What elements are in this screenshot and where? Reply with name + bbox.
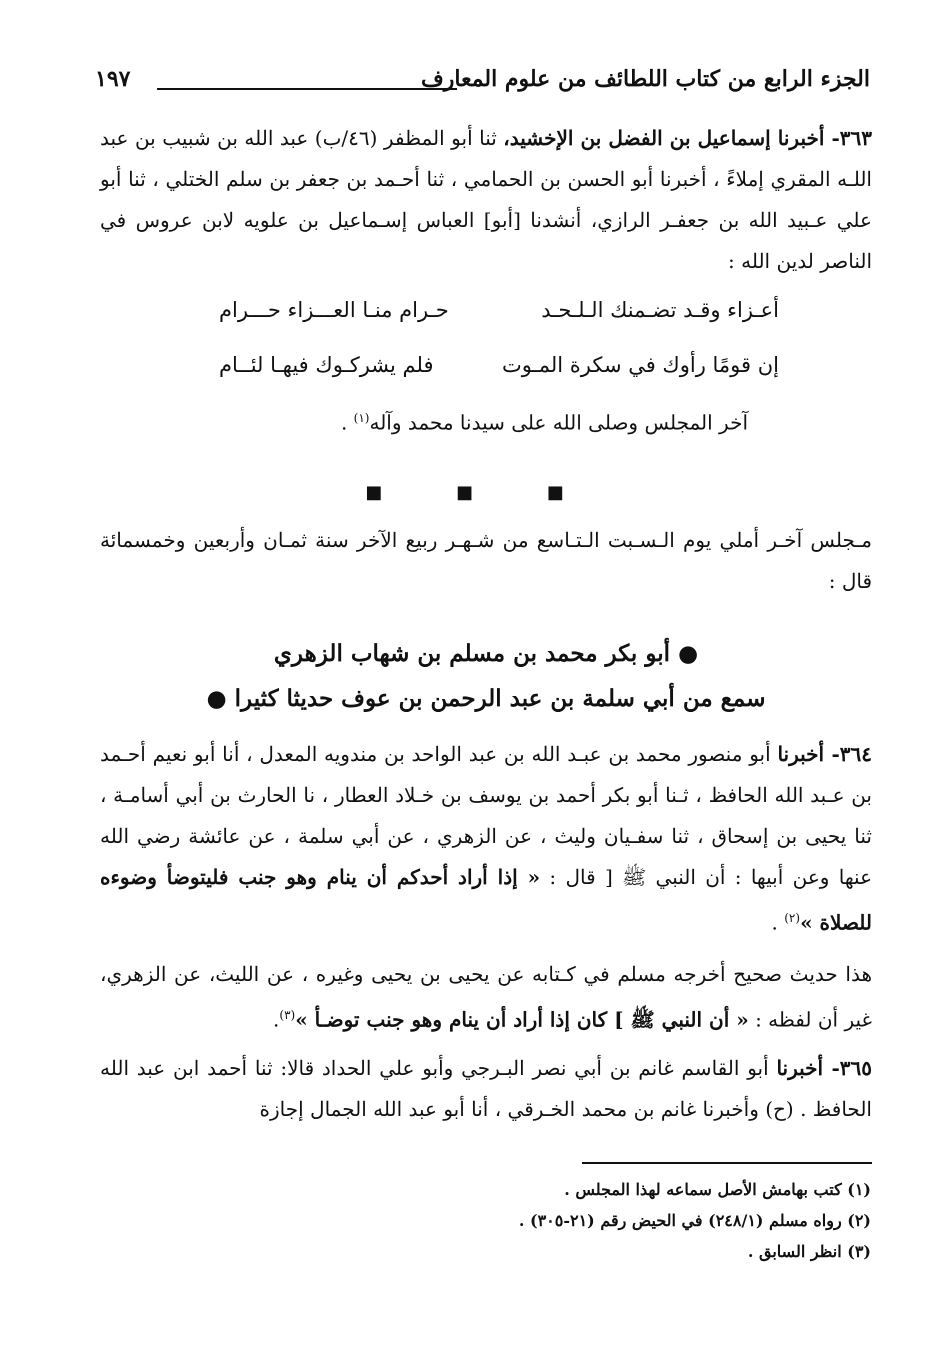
section-separator: ■ ■ ■ <box>365 482 598 503</box>
footnote-ref-3: (٣) <box>279 1008 296 1022</box>
footnote-2: (٢) رواه مسلم (٢٤٨/١) في الحيض رقم (٢١-٣٠٥) . <box>518 1211 871 1230</box>
closing-end: . <box>340 410 354 435</box>
running-title: الجزء الرابع من كتاب اللطائف من علوم المعارف <box>420 66 870 92</box>
sahih-quote: « أن النبي ﷺ ] كان إذا أراد أن ينام وهو جنب توضـأ » <box>295 1007 749 1032</box>
footnote-ref-1: (١) <box>353 411 370 425</box>
paragraph-364-lead: ٣٦٤- أخبرنا <box>777 742 872 766</box>
footnote-ref-2: (٢) <box>784 911 801 925</box>
paragraph-364-end: . <box>771 910 785 935</box>
closing-line <box>100 398 810 444</box>
footnote-rule <box>582 1162 872 1164</box>
footnote-1: (١) كتب بهامش الأصل سماعه لهذا المجلس . <box>564 1180 871 1199</box>
sahih-note <box>100 954 872 1041</box>
page-number: ١٩٧ <box>95 66 131 92</box>
paragraph-365 <box>100 1048 872 1130</box>
page-header <box>95 62 870 102</box>
paragraph-365-text: أبو القاسم غانم بن أبي نصر البـرجي وأبو علي الحداد قالا: ثنا أحمد ابن عبد الله الحافظ . (ح) وأخبرنا غانم بن محمد الخـرقي ، أنا أبو عبد الله الجمال إجازة <box>100 1056 872 1121</box>
section-heading-2: سمع من أبي سلمة بن عبد الرحمن بن عوف حديثا كثيرا ● <box>206 685 766 712</box>
paragraph-364-text: أبو منصور محمد بن عبـد الله بن عبد الواحد بن مندويه المعدل ، أنا أبو نعيم أحـمد بن عـبد الله الحافظ ، ثـنا أبو بكر أحمد بن يوسف بن خـلاد العطار ، نا الحارث بن أبي أسامـة ، ثنا يحيى بن إسحاق ، ثنا سفـيان وليث ، عن الزهري ، عن أبي سلمة ، عن عائشة رضي الله عنها وعن أبيها : أن النبي ﷺ [ قال : <box>100 742 873 889</box>
verse-line-2 <box>219 353 779 377</box>
majlis-intro: مـجلس آخـر أملي يوم الـسـبت الـتـاسع من شـهـر ربيع الآخر سنة ثمـان وأربعين وخمسمائة قال : <box>100 528 872 593</box>
section-heading-1: ● أبو بكر محمد بن مسلم بن شهاب الزهري <box>273 640 699 667</box>
closing-text: آخر المجلس وصلى الله على سيدنا محمد وآله <box>369 410 748 435</box>
verse-1-second-hemistich: حـرام منـا العـــزاء حـــرام <box>219 298 449 322</box>
hadith-quote: « إذا أراد أحدكم أن ينام وهو جنب فليتوضأ وضوءه للصلاة » <box>100 865 872 935</box>
verse-2-first-hemistich: إن قومًا رأوك في سكرة المـوت <box>501 353 779 377</box>
footnote-3: (٣) انظر السابق . <box>747 1242 871 1261</box>
sahih-note-end: . <box>273 1007 280 1032</box>
verse-line-1 <box>219 298 779 322</box>
verse-1-first-hemistich: أعـزاء وقـد تضـمنك الـلـحـد <box>541 298 779 322</box>
paragraph-364 <box>100 734 872 944</box>
sahih-note-text: هذا حديث صحيح أخرجه مسلم في كـتابه عن يحيى بن يحيى وغيره ، عن الليث، عن الزهري، غير أن لفظه : <box>100 962 872 1032</box>
paragraph-365-lead: ٣٦٥- أخبرنا <box>776 1056 872 1080</box>
paragraph-363-lead: ٣٦٣- أخبرنا إسماعيل بن الفضل بن الإخشيد، <box>503 126 873 150</box>
verse-2-second-hemistich: فلم يشركـوك فيهـا لئــام <box>219 353 434 377</box>
paragraph-363-text: ثنا أبو المظفر (٤٦/ب) عبد الله بن شبيب بن عبد اللـه المقري إملاءً ، أخبرنا أبو الحسن بن الحمامي ، ثنا أحـمد بن جعفر بن سلم الختلي ، ثنا أبو علي عـبيد الله بن جعفـر الرازي، أنشدنا [أبو] العباس إسـماعيل بن علويه لابن عروس في الناصر لدين الله : <box>100 126 872 273</box>
paragraph-363 <box>100 118 872 282</box>
header-rule <box>157 88 457 90</box>
